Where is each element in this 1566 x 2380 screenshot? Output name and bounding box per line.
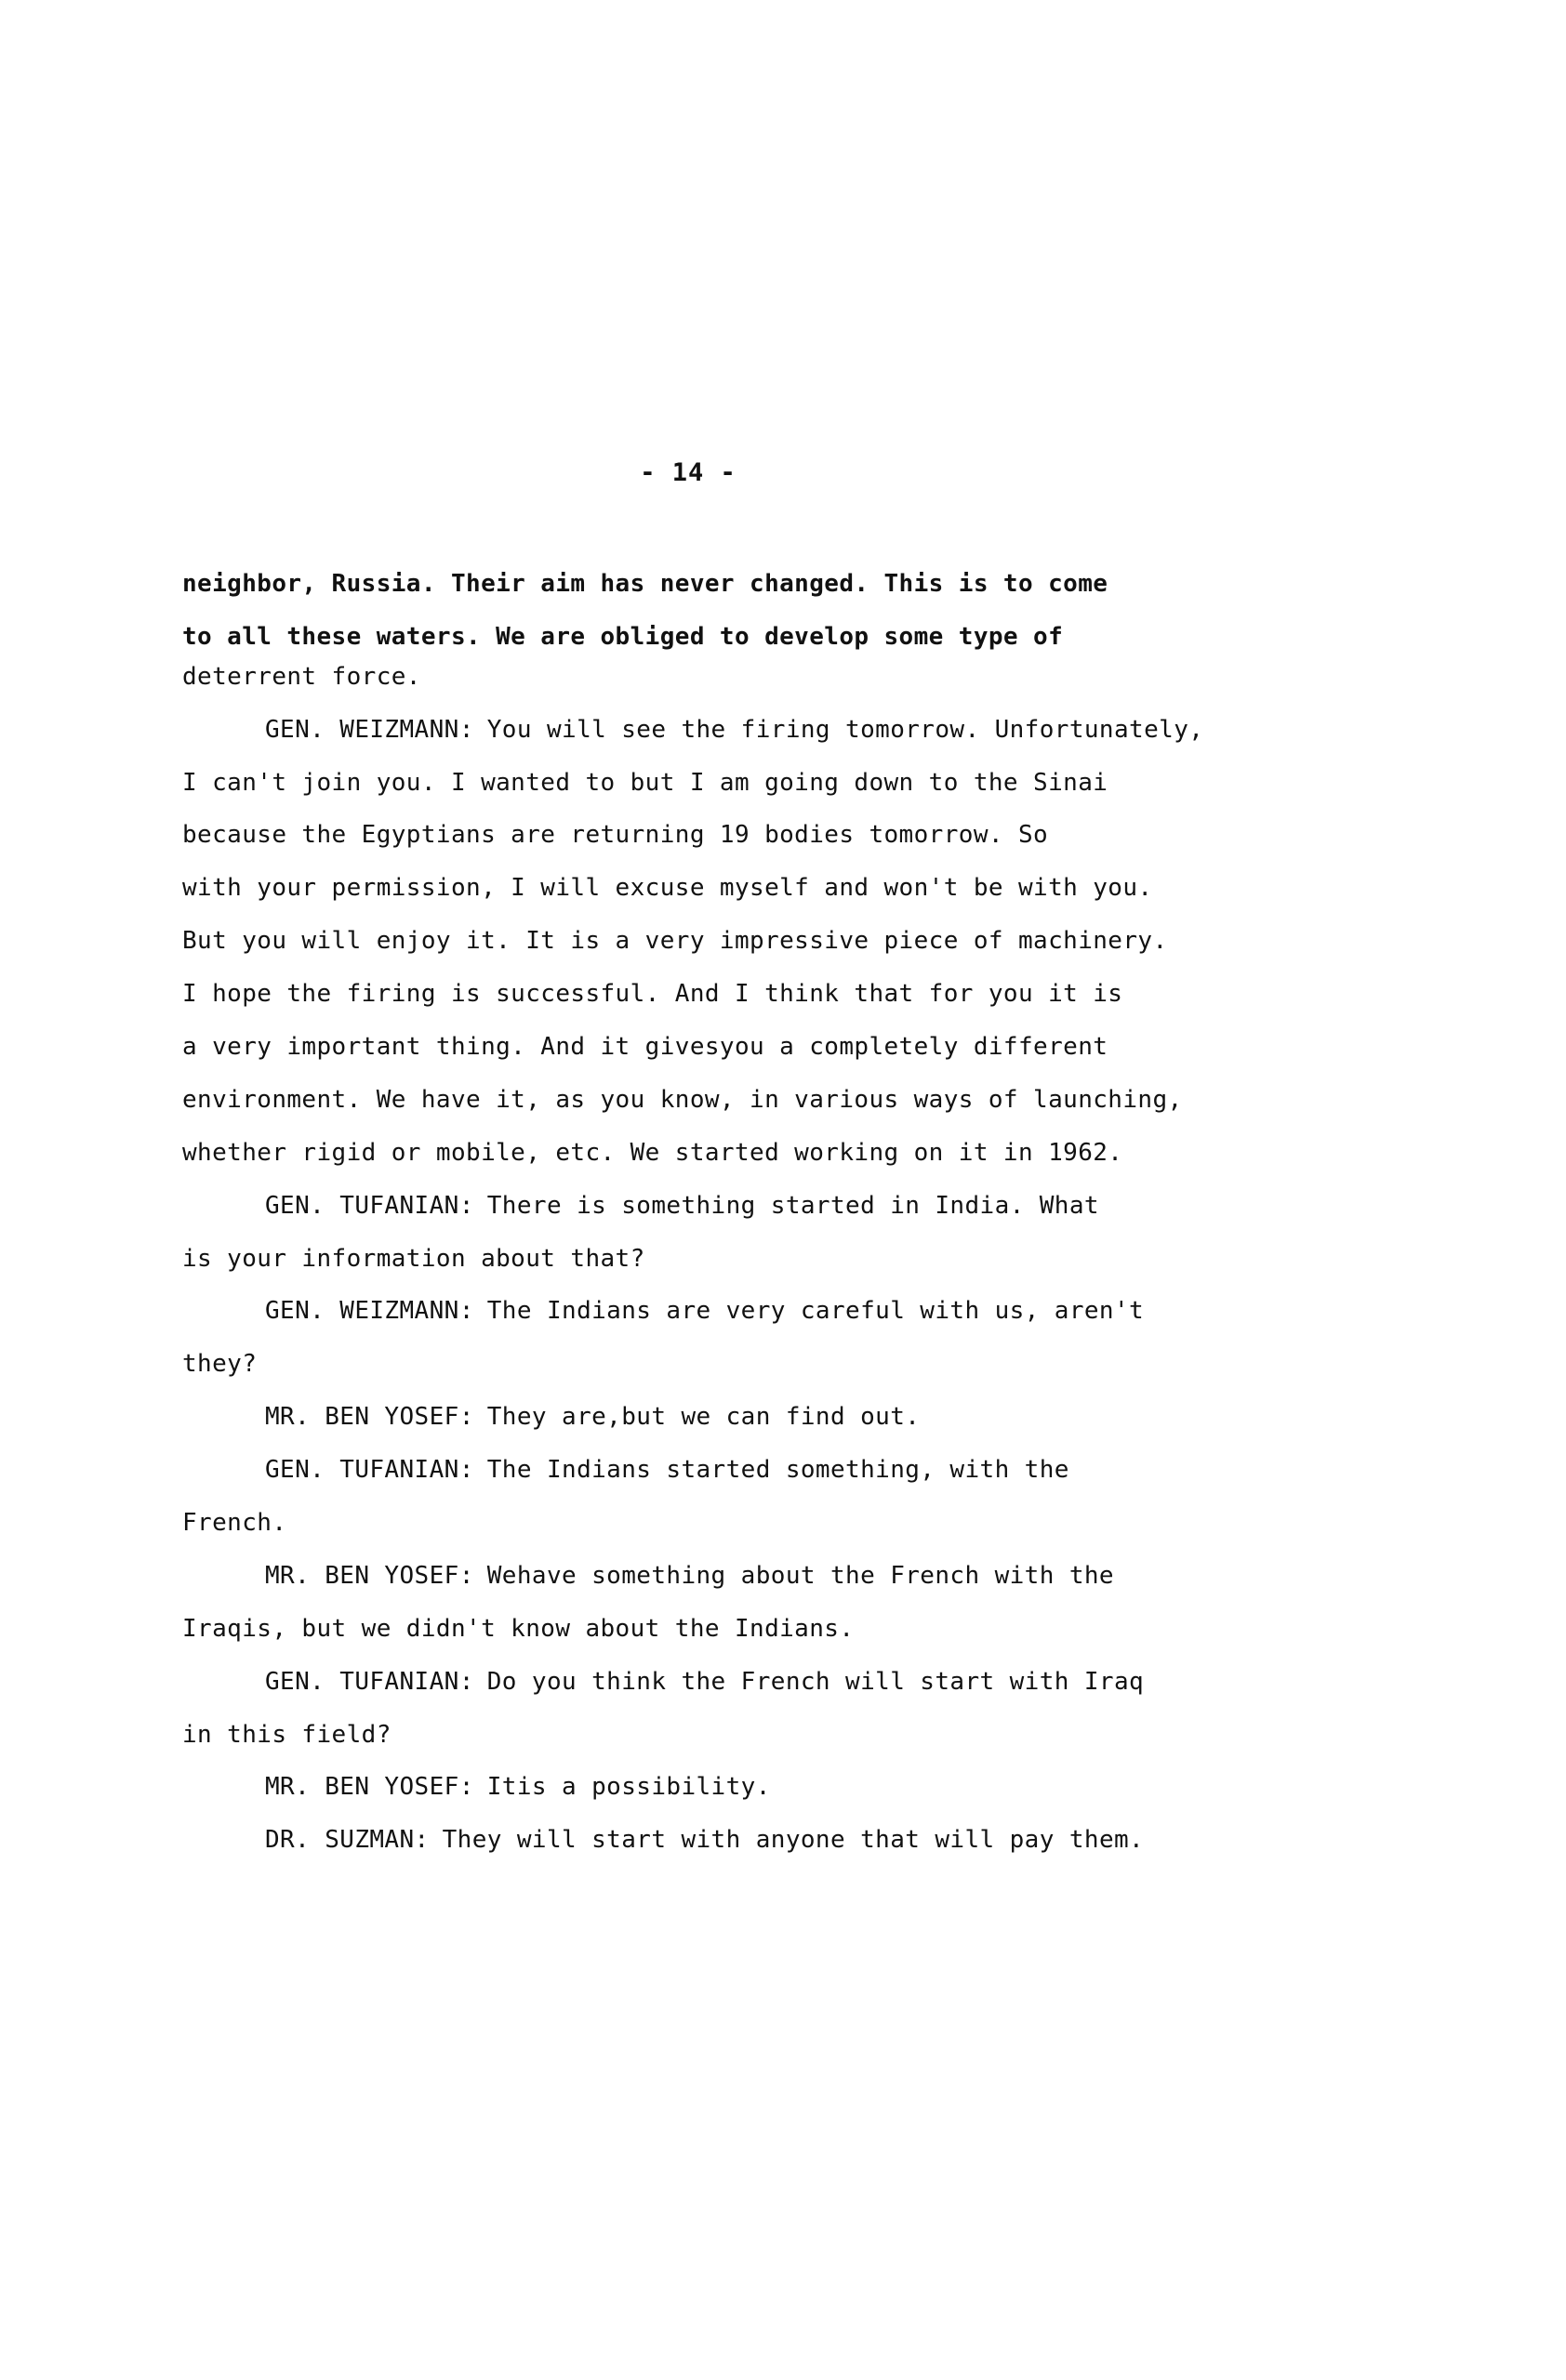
line-text: deterrent force.	[182, 662, 421, 691]
line-text: with your permission, I will excuse myself and won't be with you.	[182, 874, 1153, 903]
transcript-line	[182, 704, 1326, 757]
page-number: - 14 -	[640, 458, 737, 487]
line-text: Do you think the French will start with Iraq	[486, 1667, 1145, 1696]
line-text: The Indians are very careful with us, aren't	[486, 1297, 1145, 1326]
transcript-line	[182, 1233, 1326, 1286]
line-text: The Indians started something, with the	[486, 1456, 1069, 1485]
transcript-line	[182, 1391, 1326, 1444]
speaker-label: GEN. WEIZMANN:	[265, 715, 474, 744]
transcript-line	[182, 968, 1326, 1021]
line-text: You will see the firing tomorrow. Unfortunately,	[486, 715, 1204, 744]
speaker-label: GEN. TUFANIAN:	[265, 1667, 474, 1696]
line-text: they?	[182, 1350, 258, 1379]
transcript-line	[182, 1180, 1326, 1233]
line-text: French.	[182, 1509, 287, 1538]
line-text: Iraqis, but we didn't know about the Indians.	[182, 1614, 855, 1643]
transcript-line	[182, 1603, 1326, 1656]
transcript-line	[182, 1814, 1326, 1867]
transcript-line	[182, 757, 1326, 810]
speaker-label: MR. BEN YOSEF:	[265, 1773, 474, 1802]
line-text: because the Egyptians are returning 19 bodies tomorrow. So	[182, 821, 1049, 850]
transcript-line	[182, 1656, 1326, 1709]
transcript-line	[182, 1761, 1326, 1814]
transcript-body	[182, 558, 1326, 1867]
line-text: I can't join you. I wanted to but I am going down to the Sinai	[182, 768, 1108, 797]
transcript-line	[182, 1550, 1326, 1603]
line-text: is your information about that?	[182, 1244, 645, 1273]
line-text: They will start with anyone that will pay them.	[442, 1826, 1145, 1855]
transcript-line	[182, 558, 1326, 611]
transcript-line	[182, 1074, 1326, 1127]
transcript-line	[182, 1709, 1326, 1762]
speaker-label: GEN. WEIZMANN:	[265, 1297, 474, 1326]
line-text: a very important thing. And it givesyou a completely different	[182, 1033, 1108, 1062]
transcript-line	[182, 1127, 1326, 1180]
transcript-line	[182, 915, 1326, 968]
speaker-label: MR. BEN YOSEF:	[265, 1403, 474, 1432]
speaker-label: GEN. TUFANIAN:	[265, 1456, 474, 1485]
line-text: They are,but we can find out.	[486, 1403, 921, 1432]
speaker-label: GEN. TUFANIAN:	[265, 1191, 474, 1220]
speaker-label: MR. BEN YOSEF:	[265, 1561, 474, 1590]
line-text: to all these waters. We are obliged to develop some type of	[182, 622, 1064, 651]
transcript-line	[182, 1285, 1326, 1338]
line-text: There is something started in India. What	[486, 1191, 1099, 1220]
line-text: environment. We have it, as you know, in various ways of launching,	[182, 1085, 1183, 1114]
line-text: whether rigid or mobile, etc. We started working on it in 1962.	[182, 1138, 1123, 1167]
line-text: Wehave something about the French with the	[486, 1561, 1114, 1590]
transcript-line	[182, 1338, 1326, 1391]
transcript-line	[182, 862, 1326, 915]
speaker-label: DR. SUZMAN:	[265, 1826, 430, 1855]
line-text: But you will enjoy it. It is a very impressive piece of machinery.	[182, 927, 1168, 956]
transcript-line	[182, 1497, 1326, 1550]
transcript-line	[182, 1444, 1326, 1497]
line-text: I hope the firing is successful. And I think that for you it is	[182, 980, 1123, 1009]
transcript-line	[182, 1021, 1326, 1074]
line-text: neighbor, Russia. Their aim has never changed. This is to come	[182, 570, 1108, 598]
line-text: Itis a possibility.	[486, 1773, 771, 1802]
line-text: in this field?	[182, 1720, 392, 1749]
transcript-line	[182, 809, 1326, 862]
